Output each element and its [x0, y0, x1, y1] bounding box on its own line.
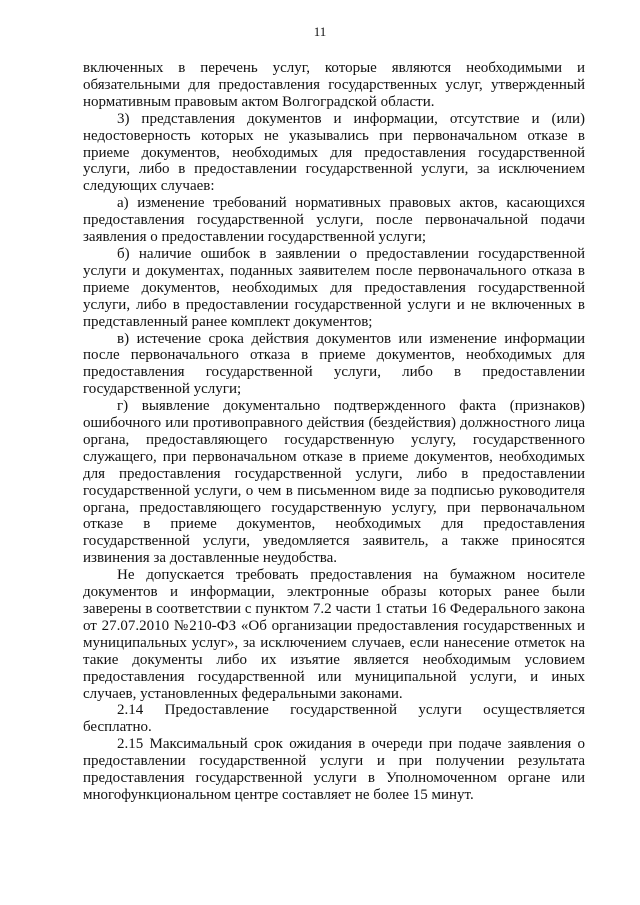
paragraph-item-3: 3) представления документов и информации, отсутствие и (или) недостоверность которых не указывались при первоначальном отказе в приеме документов, необходимых для предоставления государственной услуги, либо в предоставлении государственной услуги, за исключением следующих случаев: [83, 110, 585, 195]
page-number: 11 [313, 24, 327, 39]
document-body [83, 60, 585, 804]
paragraph-subitem-v: в) истечение срока действия документов или изменение информации после первоначального отказа в приеме документов, необходимых для предоставления государственной услуги, либо в предоставлении государственной услуги; [83, 330, 585, 398]
paragraph-section-2-15: 2.15 Максимальный срок ожидания в очереди при подаче заявления о предоставлении государственной услуги и при получении результата предоставления государственной услуги в Уполномоченном органе или многофункциональном центре составляет не более 15 минут. [83, 736, 585, 803]
paragraph-subitem-a: а) изменение требований нормативных правовых актов, касающихся предоставления государственной услуги, после первоначальной подачи заявления о предоставлении государственной услуги; [83, 195, 585, 246]
paragraph-subitem-b: б) наличие ошибок в заявлении о предоставлении государственной услуги и документах, поданных заявителем после первоначального отказа в приеме документов, необходимых для предоставления государственной услуги, либо в предоставлении государственной услуги и не включенных в представленный ранее комплект документов; [83, 245, 585, 330]
paragraph-subitem-g: г) выявление документально подтвержденного факта (признаков) ошибочного или противоправного действия (бездействия) должностного лица органа, предоставляющего государственную услугу, государственного служащего, при первоначальном отказе в приеме документов, необходимых для предоставления государственной услуги, либо в предоставлении государственной услуги, о чем в письменном виде за подписью руководителя органа, предоставляющего государственную услугу, при первоначальном отказе в приеме документов, необходимых для предоставления государственной услуги, уведомляется заявитель, а также приносятся извинения за доставленные неудобства. [83, 398, 585, 567]
paragraph-continuation: включенных в перечень услуг, которые являются необходимыми и обязательными для предоставления государственных услуг, утвержденный нормативным правовым актом Волгоградской области. [83, 60, 585, 110]
paragraph-section-2-14: 2.14 Предоставление государственной услуги осуществляется бесплатно. [83, 702, 585, 736]
paragraph-paper-documents: Не допускается требовать предоставления на бумажном носителе документов и информации, электронные образы которых ранее были заверены в соответствии с пунктом 7.2 части 1 статьи 16 Федерального закона от 27.07.2010 №210-ФЗ «Об организации предоставления государственных и муниципальных услуг», за исключением случаев, если нанесение отметок на такие документы либо их изъятие является необходимым условием предоставления государственной или муниципальной услуги, и иных случаев, установленных федеральными законами. [83, 567, 585, 702]
